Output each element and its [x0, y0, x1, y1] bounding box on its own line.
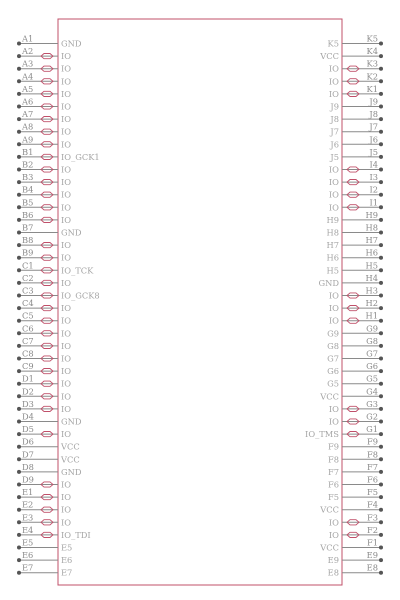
pin-end-dot	[17, 495, 21, 499]
pin-name: IO	[61, 76, 72, 87]
pin-name: F9	[327, 441, 339, 452]
pin-name: IO	[61, 177, 72, 188]
pin-number: D1	[22, 373, 34, 384]
pin-number: H9	[365, 209, 378, 220]
pin-number: B2	[22, 159, 34, 170]
pin-end-dot	[17, 281, 21, 285]
pin-end-dot	[17, 180, 21, 184]
pin-number: A5	[22, 83, 34, 94]
pin-name: IO	[328, 164, 339, 175]
pin-end-dot	[379, 67, 383, 71]
pin-end-dot	[17, 558, 21, 562]
pin-number: G2	[366, 411, 378, 422]
right-pin-column	[305, 34, 383, 578]
pin-end-dot	[17, 357, 21, 361]
pin-name: J7	[330, 126, 339, 137]
pin-number: J9	[369, 96, 378, 107]
pin-name: IO	[61, 328, 72, 339]
pin-name: G7	[327, 353, 339, 364]
pin-name: J5	[330, 151, 339, 162]
pin-number: F4	[366, 499, 378, 510]
pin-name: F8	[327, 454, 339, 465]
pin-name: IO	[328, 189, 339, 200]
pin-number: F7	[366, 461, 378, 472]
pin-end-dot	[17, 445, 21, 449]
pin-number: H7	[365, 235, 378, 246]
pin-number: H8	[365, 222, 378, 233]
pin-name: IO	[328, 403, 339, 414]
pin-end-dot	[379, 92, 383, 96]
pin-name: VCC	[61, 441, 80, 452]
pin-number: C6	[22, 323, 34, 334]
pin-end-dot	[379, 558, 383, 562]
pin-number: I3	[369, 172, 378, 183]
pin-number: K3	[366, 58, 378, 69]
pin-end-dot	[17, 105, 21, 109]
pin-end-dot	[379, 357, 383, 361]
pin-end-dot	[379, 54, 383, 58]
pin-name: IO	[61, 101, 72, 112]
pin-end-dot	[379, 382, 383, 386]
pin-end-dot	[379, 268, 383, 272]
pin-end-dot	[17, 394, 21, 398]
pin-end-dot	[379, 294, 383, 298]
pin-name: IO	[61, 126, 72, 137]
pin-name: IO	[328, 177, 339, 188]
pin-name: VCC	[320, 504, 339, 515]
pin-name: F5	[327, 492, 339, 503]
pin-end-dot	[17, 117, 21, 121]
pin-number: B1	[22, 146, 34, 157]
pin-end-dot	[379, 432, 383, 436]
pin-end-dot	[17, 231, 21, 235]
pin-name: GND	[61, 38, 82, 49]
pin-number: J8	[369, 109, 378, 120]
pin-number: E8	[366, 562, 378, 573]
pin-name: IO	[61, 492, 72, 503]
pin-end-dot	[379, 457, 383, 461]
pin-name: IO	[61, 51, 72, 62]
pin-end-dot	[17, 432, 21, 436]
pin-name: IO	[61, 366, 72, 377]
pin-end-dot	[379, 306, 383, 310]
pin-name: IO_GCK8	[61, 290, 100, 301]
pin-end-dot	[379, 319, 383, 323]
pin-end-dot	[379, 79, 383, 83]
pin-end-dot	[17, 243, 21, 247]
pin-end-dot	[379, 180, 383, 184]
pin-end-dot	[17, 193, 21, 197]
pin-number: C9	[22, 361, 34, 372]
pin-end-dot	[379, 281, 383, 285]
pin-name: IO	[61, 517, 72, 528]
pin-name: J8	[330, 114, 339, 125]
pin-number: K5	[366, 33, 378, 44]
pin-end-dot	[17, 533, 21, 537]
pin-number: J6	[369, 134, 378, 145]
pin-number: E6	[22, 550, 34, 561]
pin-name: IO	[61, 88, 72, 99]
pin-name: G6	[327, 366, 339, 377]
pin-number: A8	[22, 121, 34, 132]
pin-end-dot	[379, 483, 383, 487]
pin-name: IO	[328, 76, 339, 87]
pin-end-dot	[379, 105, 383, 109]
pin-name: VCC	[320, 391, 339, 402]
pin-name: IO_TDI	[61, 529, 91, 540]
pin-number: E5	[22, 537, 34, 548]
pin-number: G9	[366, 323, 378, 334]
pin-number: D2	[22, 386, 34, 397]
pin-end-dot	[17, 546, 21, 550]
pin-name: J6	[330, 139, 339, 150]
pin-number: A7	[22, 109, 34, 120]
pin-number: C2	[22, 272, 34, 283]
pin-number: I4	[369, 159, 378, 170]
pin-name: IO	[61, 378, 72, 389]
pin-number: A4	[22, 71, 34, 82]
pin-number: E1	[22, 487, 34, 498]
pin-name: F7	[327, 466, 339, 477]
pin-number: G7	[366, 348, 378, 359]
pin-name: IO	[61, 303, 72, 314]
pin-number: B4	[22, 184, 34, 195]
pin-number: B3	[22, 172, 34, 183]
pin-name: G5	[327, 378, 339, 389]
pin-name: IO	[328, 63, 339, 74]
pin-number: I2	[369, 184, 378, 195]
pin-name: IO_TMS	[305, 429, 339, 440]
pin-end-dot	[379, 218, 383, 222]
pin-number: G8	[366, 335, 378, 346]
pin-number: E2	[22, 499, 34, 510]
pin-number: D3	[22, 398, 34, 409]
pin-number: A2	[22, 46, 34, 57]
pin-end-dot	[17, 92, 21, 96]
pin-number: F6	[366, 474, 378, 485]
pin-number: I1	[369, 197, 378, 208]
pin-end-dot	[17, 79, 21, 83]
pin-end-dot	[379, 546, 383, 550]
pin-number: D8	[22, 461, 34, 472]
pin-number: C5	[22, 310, 34, 321]
pin-end-dot	[17, 155, 21, 159]
pin-name: IO_TCK	[61, 265, 94, 276]
pin-name: IO_GCK1	[61, 151, 100, 162]
pin-name: IO	[61, 429, 72, 440]
pin-name: E5	[61, 542, 73, 553]
pin-name: IO	[61, 240, 72, 251]
pin-name: F6	[327, 479, 339, 490]
pin-number: A9	[22, 134, 34, 145]
pin-end-dot	[17, 319, 21, 323]
pin-number: B7	[22, 222, 34, 233]
pin-name: H5	[326, 265, 339, 276]
pin-number: B9	[22, 247, 34, 258]
component-body	[58, 19, 342, 585]
pin-end-dot	[379, 420, 383, 424]
pin-end-dot	[379, 42, 383, 46]
pin-name: GND	[61, 416, 82, 427]
pin-number: C8	[22, 348, 34, 359]
pin-number: D9	[22, 474, 34, 485]
pin-name: IO	[61, 504, 72, 515]
pin-end-dot	[379, 168, 383, 172]
pin-name: VCC	[320, 51, 339, 62]
pin-name: IO	[61, 214, 72, 225]
pin-name: IO	[61, 353, 72, 364]
pin-end-dot	[17, 520, 21, 524]
pin-name: IO	[61, 479, 72, 490]
pin-number: G6	[366, 361, 378, 372]
pin-end-dot	[379, 394, 383, 398]
pin-name: IO	[328, 303, 339, 314]
pin-name: IO	[61, 114, 72, 125]
pin-end-dot	[379, 142, 383, 146]
pin-name: GND	[61, 227, 82, 238]
pin-end-dot	[379, 344, 383, 348]
pin-end-dot	[379, 520, 383, 524]
pin-number: C4	[22, 298, 34, 309]
pin-number: C3	[22, 285, 34, 296]
pin-number: F9	[366, 436, 378, 447]
pin-number: E9	[366, 550, 378, 561]
pin-number: H5	[365, 260, 378, 271]
pin-number: A6	[22, 96, 34, 107]
pin-number: E7	[22, 562, 34, 573]
pin-end-dot	[379, 508, 383, 512]
pin-number: K4	[366, 46, 378, 57]
pin-end-dot	[379, 205, 383, 209]
pin-number: F1	[366, 537, 378, 548]
pin-end-dot	[17, 331, 21, 335]
pin-end-dot	[17, 508, 21, 512]
pin-name: IO	[61, 340, 72, 351]
pin-name: GND	[61, 466, 82, 477]
pin-number: F2	[366, 524, 378, 535]
pin-end-dot	[17, 571, 21, 575]
pin-number: G3	[366, 398, 378, 409]
pin-number: B8	[22, 235, 34, 246]
pin-name: E9	[327, 555, 339, 566]
pin-number: K1	[366, 83, 378, 94]
pin-end-dot	[379, 533, 383, 537]
pin-number: B6	[22, 209, 34, 220]
pin-name: IO	[328, 517, 339, 528]
pin-end-dot	[17, 218, 21, 222]
pin-name: IO	[328, 202, 339, 213]
pin-end-dot	[17, 67, 21, 71]
pin-number: A1	[22, 33, 34, 44]
pin-end-dot	[17, 483, 21, 487]
pin-number: H6	[365, 247, 378, 258]
pin-end-dot	[379, 130, 383, 134]
pin-name: IO	[328, 88, 339, 99]
pin-name: IO	[61, 202, 72, 213]
pin-name: H7	[326, 240, 339, 251]
pin-name: IO	[61, 252, 72, 263]
pin-name: IO	[61, 403, 72, 414]
pin-number: J7	[369, 121, 378, 132]
pin-end-dot	[17, 344, 21, 348]
pin-end-dot	[379, 117, 383, 121]
pin-end-dot	[17, 205, 21, 209]
pin-name: IO	[61, 164, 72, 175]
pin-number: D5	[22, 424, 34, 435]
pin-number: C7	[22, 335, 34, 346]
pin-name: H9	[326, 214, 339, 225]
pin-number: F3	[366, 512, 378, 523]
pin-end-dot	[379, 243, 383, 247]
pin-end-dot	[17, 457, 21, 461]
pin-number: K2	[366, 71, 378, 82]
pin-number: C1	[22, 260, 34, 271]
pin-end-dot	[17, 369, 21, 373]
pin-number: H4	[365, 272, 378, 283]
pin-number: H1	[365, 310, 378, 321]
pin-end-dot	[17, 54, 21, 58]
pin-end-dot	[379, 571, 383, 575]
pin-number: G4	[366, 386, 378, 397]
pin-number: G5	[366, 373, 378, 384]
pin-name: VCC	[61, 454, 80, 465]
pin-end-dot	[17, 420, 21, 424]
pin-end-dot	[17, 294, 21, 298]
pin-name: IO	[328, 416, 339, 427]
pin-end-dot	[17, 470, 21, 474]
pin-end-dot	[379, 155, 383, 159]
pin-name: IO	[328, 529, 339, 540]
pin-name: VCC	[320, 542, 339, 553]
pin-number: B5	[22, 197, 34, 208]
pin-name: E6	[61, 555, 73, 566]
pin-end-dot	[379, 445, 383, 449]
pin-end-dot	[17, 268, 21, 272]
pin-end-dot	[17, 306, 21, 310]
pin-end-dot	[379, 407, 383, 411]
pin-name: IO	[328, 290, 339, 301]
pin-number: E4	[22, 524, 34, 535]
pin-end-dot	[379, 231, 383, 235]
pin-end-dot	[17, 42, 21, 46]
pin-name: IO	[61, 277, 72, 288]
pin-number: D6	[22, 436, 34, 447]
pin-name: IO	[61, 139, 72, 150]
pin-number: F8	[366, 449, 378, 460]
pin-end-dot	[17, 142, 21, 146]
pin-number: H2	[365, 298, 378, 309]
pin-number: D4	[22, 411, 34, 422]
pin-number: E3	[22, 512, 34, 523]
pin-name: GND	[318, 277, 339, 288]
pin-name: IO	[61, 189, 72, 200]
pin-name: E8	[327, 567, 339, 578]
pin-end-dot	[379, 331, 383, 335]
pin-number: A3	[22, 58, 34, 69]
pin-name: E7	[61, 567, 73, 578]
pin-end-dot	[17, 130, 21, 134]
pin-name: IO	[61, 391, 72, 402]
pin-number: J5	[369, 146, 378, 157]
pin-end-dot	[17, 256, 21, 260]
pin-name: J9	[330, 101, 339, 112]
pin-name: G9	[327, 328, 339, 339]
pin-number: G1	[366, 424, 378, 435]
pin-end-dot	[17, 407, 21, 411]
pin-name: G8	[327, 340, 339, 351]
pin-end-dot	[17, 382, 21, 386]
pin-number: F5	[366, 487, 378, 498]
pin-end-dot	[17, 168, 21, 172]
pin-name: H6	[326, 252, 339, 263]
pin-end-dot	[379, 470, 383, 474]
pin-name: IO	[61, 63, 72, 74]
pin-end-dot	[379, 193, 383, 197]
pin-name: K5	[327, 38, 339, 49]
pin-number: D7	[22, 449, 34, 460]
pin-name: H8	[326, 227, 339, 238]
pin-number: H3	[365, 285, 378, 296]
pin-end-dot	[379, 256, 383, 260]
pin-end-dot	[379, 495, 383, 499]
pin-name: IO	[61, 315, 72, 326]
pin-end-dot	[379, 369, 383, 373]
pin-name: IO	[328, 315, 339, 326]
